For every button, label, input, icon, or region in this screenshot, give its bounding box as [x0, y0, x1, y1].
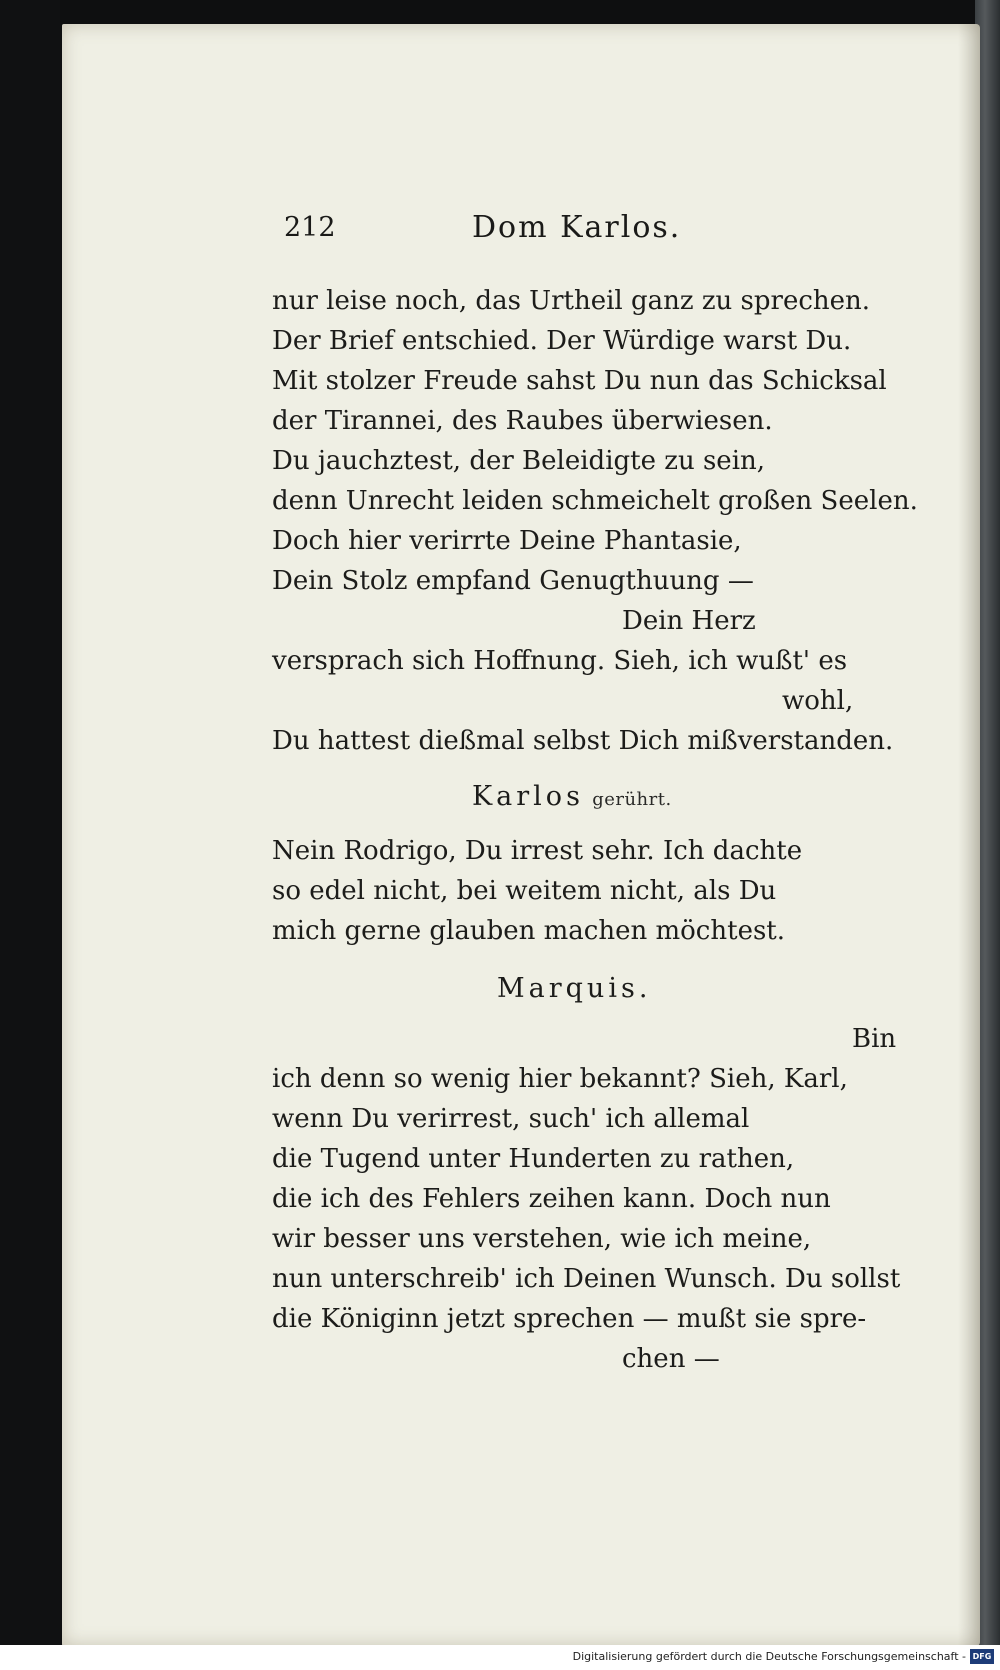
verse-line: chen —	[622, 1344, 720, 1374]
verse-line: Du hattest dießmal selbst Dich mißverstanden.	[272, 726, 894, 756]
verse-line: mich gerne glauben machen möchtest.	[272, 916, 786, 946]
verse-line: ich denn so wenig hier bekannt? Sieh, Karl,	[272, 1064, 848, 1094]
footer-bar	[0, 1645, 1000, 1670]
verse-line: wenn Du verirrest, such' ich allemal	[272, 1104, 750, 1134]
verse-line: so edel nicht, bei weitem nicht, als Du	[272, 876, 777, 906]
verse-line: Bin	[852, 1024, 897, 1054]
verse-line: Nein Rodrigo, Du irrest sehr. Ich dachte	[272, 836, 803, 866]
verse-line: Dein Herz	[622, 606, 756, 636]
stage-direction: gerührt.	[592, 789, 672, 810]
running-title: Dom Karlos.	[472, 210, 682, 245]
verse-line: Doch hier verirrte Deine Phantasie,	[272, 526, 742, 556]
verse-line: der Tirannei, des Raubes überwiesen.	[272, 406, 773, 436]
verse-line: denn Unrecht leiden schmeichelt großen Seelen.	[272, 486, 918, 516]
verse-line: die Tugend unter Hunderten zu rathen,	[272, 1144, 795, 1174]
verse-line: wir besser uns verstehen, wie ich meine,	[272, 1224, 812, 1254]
verse-line: nun unterschreib' ich Deinen Wunsch. Du sollst	[272, 1264, 901, 1294]
verse-line: Mit stolzer Freude sahst Du nun das Schicksal	[272, 366, 887, 396]
verse-line: die ich des Fehlers zeihen kann. Doch nun	[272, 1184, 831, 1214]
verse-line: nur leise noch, das Urtheil ganz zu sprechen.	[272, 286, 871, 316]
speaker-name: Marquis.	[497, 973, 652, 1004]
dfg-logo-icon: DFG	[970, 1649, 994, 1664]
book-page	[62, 24, 980, 1646]
verse-line: versprach sich Hoffnung. Sieh, ich wußt' es	[272, 646, 848, 676]
page-number: 212	[284, 212, 336, 243]
funding-credit: Digitalisierung gefördert durch die Deutsche Forschungsgemeinschaft -	[572, 1650, 966, 1663]
book-left-edge	[0, 0, 60, 1645]
verse-line: Du jauchztest, der Beleidigte zu sein,	[272, 446, 766, 476]
speaker-heading	[472, 782, 672, 815]
verse-line: Der Brief entschied. Der Würdige warst Du.	[272, 326, 852, 356]
verse-line: wohl,	[782, 686, 854, 716]
verse-line: Dein Stolz empfand Genugthuung —	[272, 566, 754, 596]
speaker-name: Karlos	[472, 781, 584, 812]
verse-line: die Königinn jetzt sprechen — mußt sie spre-	[272, 1304, 867, 1334]
